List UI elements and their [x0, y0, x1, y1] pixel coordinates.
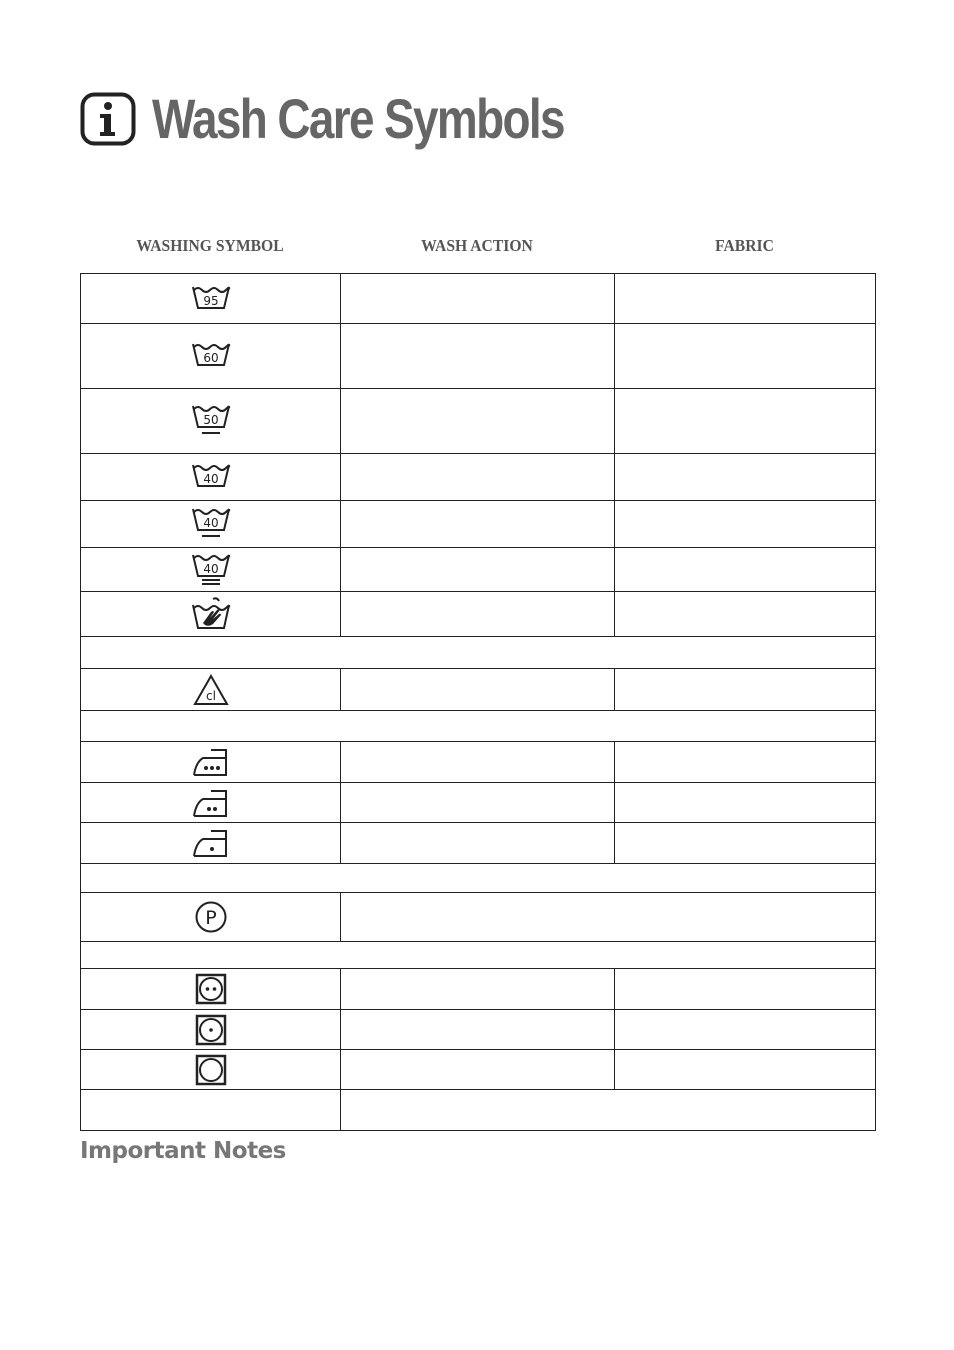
- wash-action-cell: [341, 969, 615, 1010]
- fabric-cell: [615, 389, 876, 454]
- dry-clean-p-icon: [194, 900, 228, 934]
- wash-tub-icon: [191, 552, 231, 588]
- wash-tub-icon: [191, 341, 231, 371]
- symbol-cell: [81, 274, 341, 324]
- table-row: [81, 969, 876, 1010]
- dry-clean-label: P: [204, 907, 217, 929]
- symbol-cell: [81, 501, 341, 548]
- table-row: [81, 548, 876, 592]
- table-row: [81, 669, 876, 711]
- fabric-cell: [615, 1050, 876, 1090]
- wash-action-cell: [341, 592, 615, 637]
- info-icon: [80, 92, 136, 146]
- wash-action-cell: [341, 1050, 615, 1090]
- wash-action-cell: [341, 501, 615, 548]
- fabric-cell: [615, 592, 876, 637]
- section-cell: [81, 637, 876, 669]
- symbol-cell: [81, 324, 341, 389]
- symbol-cell: [81, 669, 341, 711]
- table-row: [81, 783, 876, 823]
- fabric-cell: [615, 969, 876, 1010]
- wash-action-cell: [341, 669, 615, 711]
- wash-tub-icon: [191, 403, 231, 439]
- chlorine-bleach-icon: [193, 674, 229, 706]
- column-headers: [80, 236, 875, 260]
- wash-action-cell: [341, 389, 615, 454]
- wash-action-cell: [341, 1090, 876, 1131]
- table-row: [81, 1010, 876, 1050]
- fabric-cell: [615, 501, 876, 548]
- fabric-cell: [615, 742, 876, 783]
- fabric-cell: [615, 324, 876, 389]
- wash-action-cell: [341, 1010, 615, 1050]
- table-row: [81, 324, 876, 389]
- symbol-cell: [81, 823, 341, 864]
- section-cell: [81, 711, 876, 742]
- symbol-cell: [81, 969, 341, 1010]
- wash-action-cell: [341, 783, 615, 823]
- iron-icon: [191, 827, 231, 859]
- wash-temp-label: 95: [202, 293, 219, 308]
- table-row: [81, 501, 876, 548]
- fabric-cell: [615, 454, 876, 501]
- table-section-row: [81, 711, 876, 742]
- wash-action-cell: [341, 454, 615, 501]
- tumble-dry-icon: [195, 1054, 227, 1086]
- symbol-cell: [81, 1010, 341, 1050]
- header-wash-action: WASH ACTION: [421, 236, 533, 255]
- header-washing-symbol: WASHING SYMBOL: [136, 236, 284, 255]
- table-row: [81, 1090, 876, 1131]
- fabric-cell: [615, 783, 876, 823]
- symbol-cell: [81, 893, 341, 942]
- iron-icon: [191, 787, 231, 819]
- wash-action-cell: [341, 742, 615, 783]
- hand-wash-icon: [191, 596, 231, 632]
- title-block: [80, 84, 654, 154]
- table-row: [81, 274, 876, 324]
- wash-temp-label: 40: [202, 561, 219, 576]
- table-section-row: [81, 942, 876, 969]
- wash-action-cell: [341, 324, 615, 389]
- wash-action-cell: [341, 893, 876, 942]
- fabric-cell: [615, 669, 876, 711]
- symbol-cell: [81, 454, 341, 501]
- fabric-cell: [615, 274, 876, 324]
- wash-temp-label: 50: [202, 413, 219, 427]
- tumble-dry-icon: [195, 973, 227, 1005]
- table-row: [81, 893, 876, 942]
- tumble-dry-icon: [195, 1014, 227, 1046]
- fabric-cell: [615, 548, 876, 592]
- wash-action-cell: [341, 548, 615, 592]
- wash-action-cell: [341, 274, 615, 324]
- table-row: [81, 742, 876, 783]
- wash-temp-label: 60: [202, 351, 219, 365]
- fabric-cell: [615, 1010, 876, 1050]
- important-notes-heading: Important Notes: [80, 1138, 286, 1164]
- table-section-row: [81, 637, 876, 669]
- symbol-cell: [81, 592, 341, 637]
- wash-tub-icon: [191, 462, 231, 492]
- wash-tub-icon: [191, 506, 231, 542]
- wash-tub-icon: [191, 284, 231, 314]
- symbol-cell: [81, 1050, 341, 1090]
- section-cell: [81, 942, 876, 969]
- section-cell: [81, 864, 876, 893]
- table-row: [81, 823, 876, 864]
- wash-temp-label: 40: [202, 516, 219, 530]
- table-row: [81, 454, 876, 501]
- symbol-cell: [81, 548, 341, 592]
- symbol-cell: [81, 783, 341, 823]
- wash-action-cell: [341, 823, 615, 864]
- bleach-label: cl: [205, 688, 216, 703]
- symbol-cell: [81, 742, 341, 783]
- wash-temp-label: 40: [202, 472, 219, 486]
- header-fabric: FABRIC: [715, 236, 774, 255]
- symbol-cell: [81, 389, 341, 454]
- fabric-cell: [615, 823, 876, 864]
- symbol-cell: [81, 1090, 341, 1131]
- table-row: [81, 592, 876, 637]
- iron-icon: [191, 746, 231, 778]
- table-section-row: [81, 864, 876, 893]
- page-title: Wash Care Symbols: [152, 87, 564, 150]
- table-row: [81, 1050, 876, 1090]
- table-row: [81, 389, 876, 454]
- wash-care-table: [80, 273, 876, 1131]
